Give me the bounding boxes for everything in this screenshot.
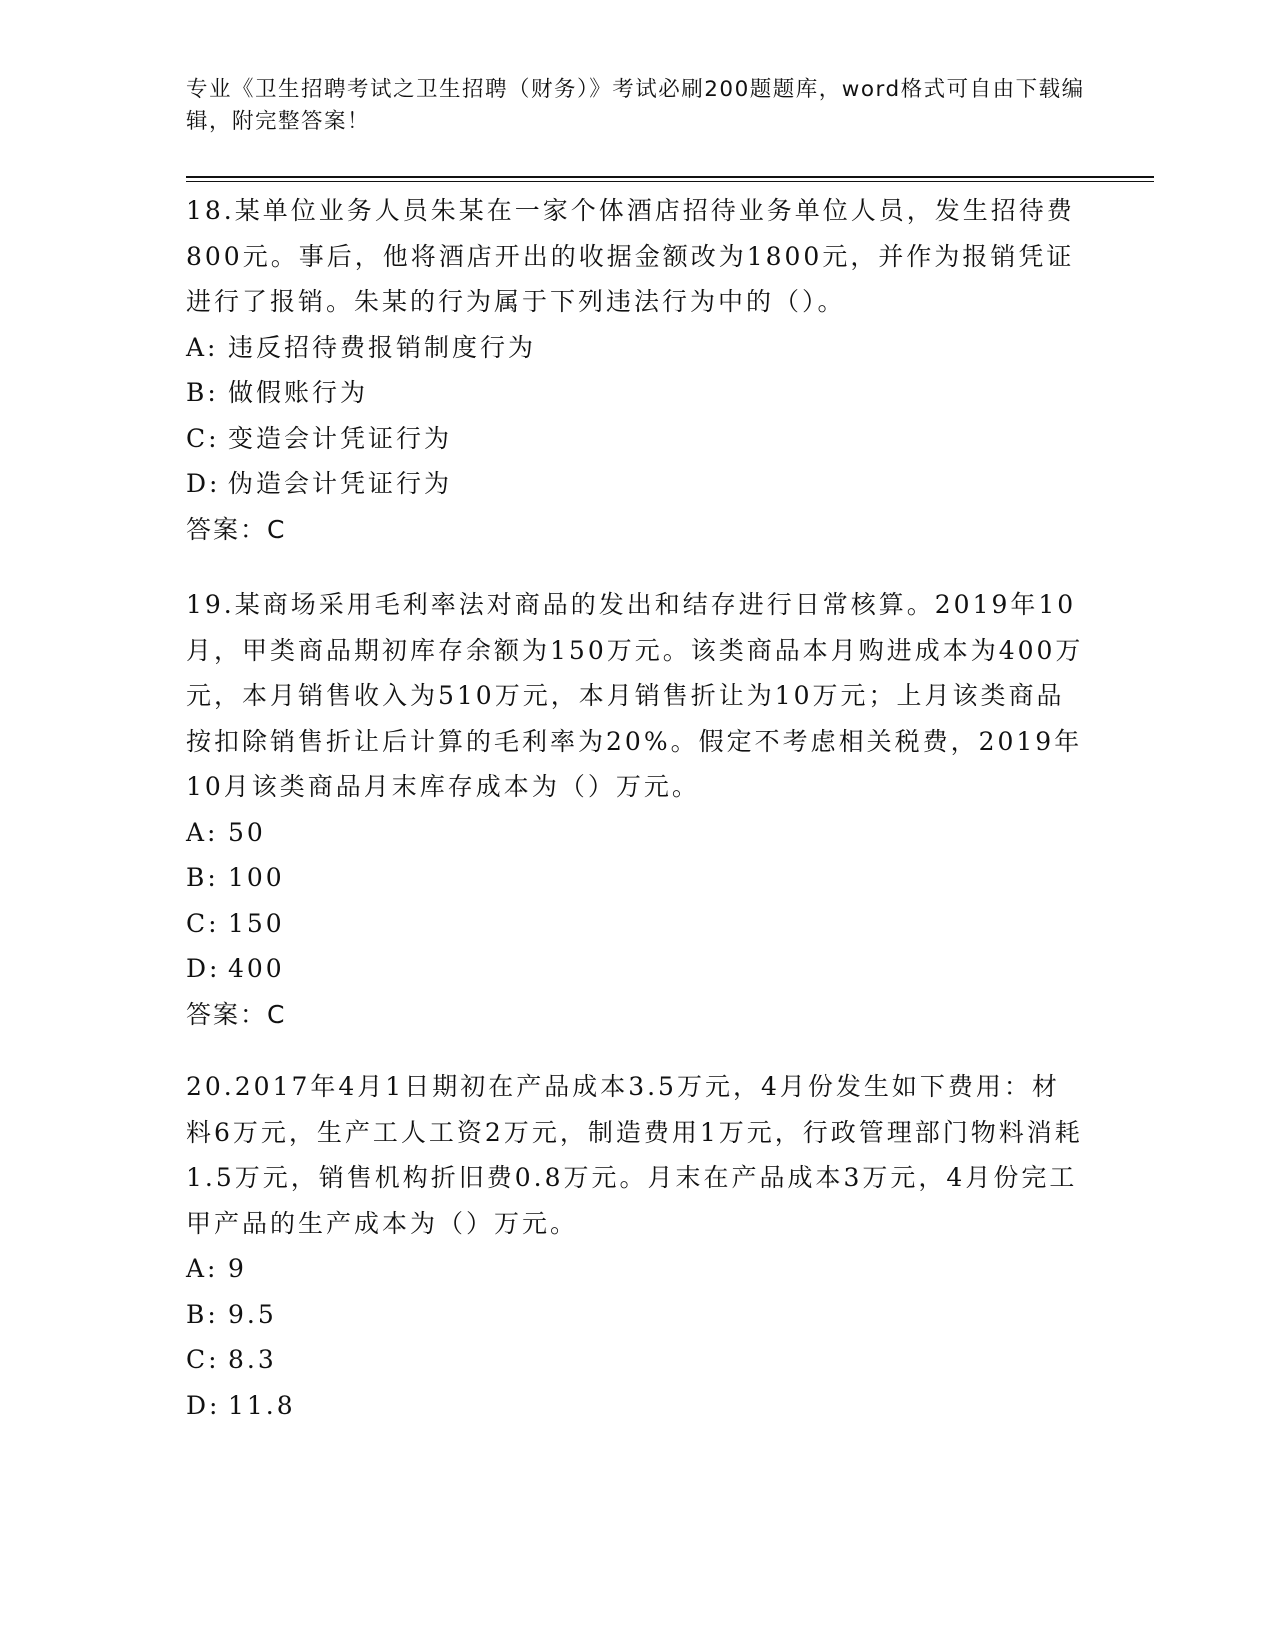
option-a: [186, 1246, 1086, 1292]
option-b: [186, 855, 1086, 901]
header-divider-thin: [186, 181, 1154, 182]
option-letter: D:: [186, 1390, 221, 1420]
option-letter: B:: [186, 863, 219, 892]
question-stem: 20.2017年4月1日期初在产品成本3.5万元，4月份发生如下费用：材料6万元，生产工人工资2万元，制造费用1万元，行政管理部门物料消耗1.5万元，销售机构折旧费0.8万元。月末在产品成本3万元，4月份完工甲产品的生产成本为（）万元。: [186, 1072, 1083, 1238]
option-list: [186, 810, 1086, 992]
option-letter: C:: [186, 423, 220, 453]
option-text: 变造会计凭证行为: [228, 423, 453, 453]
option-b: [186, 1292, 1086, 1338]
answer-line: 答案：C: [186, 514, 287, 544]
option-letter: A:: [186, 332, 219, 362]
document-header: 专业《卫生招聘考试之卫生招聘（财务）》考试必刷200题题库，word格式可自由下载编辑，附完整答案！: [186, 77, 1085, 134]
option-text: 100: [228, 863, 285, 892]
option-text: 伪造会计凭证行为: [228, 469, 453, 498]
option-letter: C:: [186, 908, 220, 938]
option-letter: D:: [186, 954, 221, 983]
option-c: [186, 1337, 1086, 1383]
option-c: [186, 416, 1086, 462]
question-19: [186, 582, 1086, 1037]
option-d: [186, 1383, 1086, 1429]
option-letter: B:: [186, 378, 219, 407]
option-text: 400: [228, 954, 285, 983]
option-letter: D:: [186, 469, 221, 498]
option-text: 做假账行为: [228, 378, 369, 407]
option-d: [186, 461, 1086, 507]
option-letter: A:: [186, 817, 219, 847]
answer-line: 答案：C: [186, 999, 287, 1029]
option-list: [186, 1246, 1086, 1428]
question-stem: 19.某商场采用毛利率法对商品的发出和结存进行日常核算。2019年10月，甲类商品期初库存余额为150万元。该类商品本月购进成本为400万元，本月销售收入为510万元，本月销售折让为10万元；上月该类商品按扣除销售折让后计算的毛利率为20%。假定不考虑相关税费，2019年10月该类商品月末库存成本为（）万元。: [186, 590, 1084, 801]
option-text: 违反招待费报销制度行为: [228, 332, 537, 362]
header-divider-thick: [186, 176, 1154, 178]
option-d: [186, 946, 1086, 992]
option-text: 9.5: [228, 1299, 277, 1329]
option-a: [186, 810, 1086, 856]
question-20: [186, 1064, 1086, 1428]
option-letter: B:: [186, 1299, 219, 1329]
option-b: [186, 370, 1086, 416]
option-letter: C:: [186, 1345, 220, 1374]
option-text: 8.3: [228, 1345, 277, 1374]
option-a: [186, 325, 1086, 371]
option-list: [186, 325, 1086, 507]
option-text: 150: [228, 908, 285, 938]
option-letter: A:: [186, 1254, 219, 1283]
option-text: 9: [228, 1254, 247, 1283]
question-18: [186, 188, 1086, 552]
option-text: 50: [228, 817, 266, 847]
option-c: [186, 901, 1086, 947]
question-stem: 18.某单位业务人员朱某在一家个体酒店招待业务单位人员，发生招待费800元。事后，他将酒店开出的收据金额改为1800元，并作为报销凭证进行了报销。朱某的行为属于下列违法行为中的（）。: [186, 196, 1075, 316]
option-text: 11.8: [228, 1390, 296, 1420]
